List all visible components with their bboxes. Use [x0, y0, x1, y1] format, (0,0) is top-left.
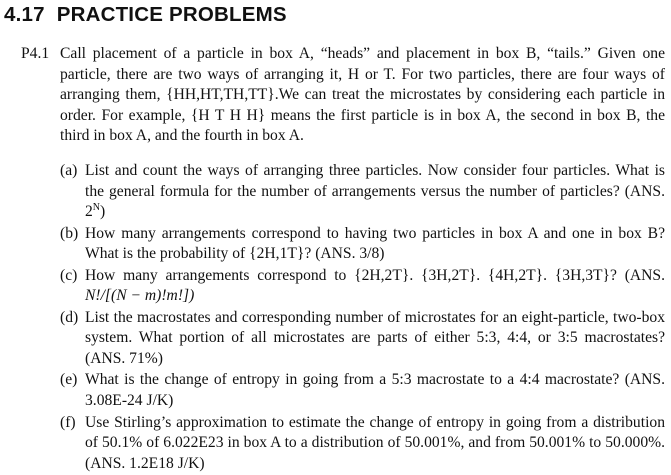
- part-label: (d): [60, 308, 79, 326]
- answer-exponent: N: [92, 201, 101, 213]
- section-heading: [4, 2, 287, 28]
- problem-part-f: [60, 413, 665, 475]
- part-label: (f): [60, 413, 76, 431]
- part-question: How many arrangements correspond to {2H,2T}. {3H,2T}. {4H,2T}. {3H,3T}? (ANS.: [85, 266, 665, 284]
- part-label: (a): [60, 161, 78, 179]
- problem-part-b: [60, 224, 665, 265]
- section-title: PRACTICE PROBLEMS: [56, 3, 287, 26]
- problem-label: P4.1: [21, 45, 50, 62]
- problem-header: [21, 44, 665, 147]
- part-text: Use Stirling’s approximation to estimate the change of entropy in going from a distribution of 50.1% of 6.022E23 in box A to a distribution of 50.001%, and from 50.001% to 50.000%. (ANS. 1.2E18 J/K): [85, 413, 665, 472]
- part-question: List and count the ways of arranging three particles. Now consider four particles. What is the general formula for the number of arrangements versus the number of particles?: [85, 161, 665, 200]
- answer-formula: N!/[(N − m)!m!]): [85, 287, 195, 305]
- part-label: (b): [60, 224, 79, 242]
- section-number: 4.17: [4, 3, 45, 26]
- answer-suffix: ): [100, 203, 106, 221]
- part-text: [85, 266, 665, 307]
- part-text: [85, 161, 665, 223]
- problem-part-a: [60, 161, 665, 223]
- part-text: How many arrangements correspond to having two particles in box A and one in box B? What is the probability of {2H,1T}? (ANS. 3/8): [85, 224, 665, 263]
- part-text: What is the change of entropy in going from a 5:3 macrostate to a 4:4 macrostate? (ANS. 3.08E-24 J/K): [85, 371, 665, 410]
- problem-intro: Call placement of a particle in box A, “heads” and placement in box B, “tails.” Given one particle, there are two ways of arranging it, H or T. For two particles, there are four ways of arranging them, {HH,HT,TH,TT}.We can treat the microstates by considering each particle in order. For example, {H T H H} means the first particle is in box A, the second in box B, the third in box A, and the fourth in box A.: [60, 45, 665, 145]
- problem-parts: [60, 161, 665, 474]
- practice-problem: [21, 44, 665, 475]
- part-label: (c): [60, 266, 78, 284]
- problem-part-c: [60, 266, 665, 307]
- problem-part-e: [60, 370, 665, 411]
- problem-part-d: [60, 308, 665, 370]
- answer-prefix: (ANS. 2: [85, 182, 665, 221]
- part-label: (e): [60, 371, 78, 389]
- part-text: List the macrostates and corresponding number of microstates for an eight-particle, two-box system. What portion of all microstates are parts of either 5:3, 4:4, or 3:5 macrostates? (ANS. 71%): [85, 308, 665, 367]
